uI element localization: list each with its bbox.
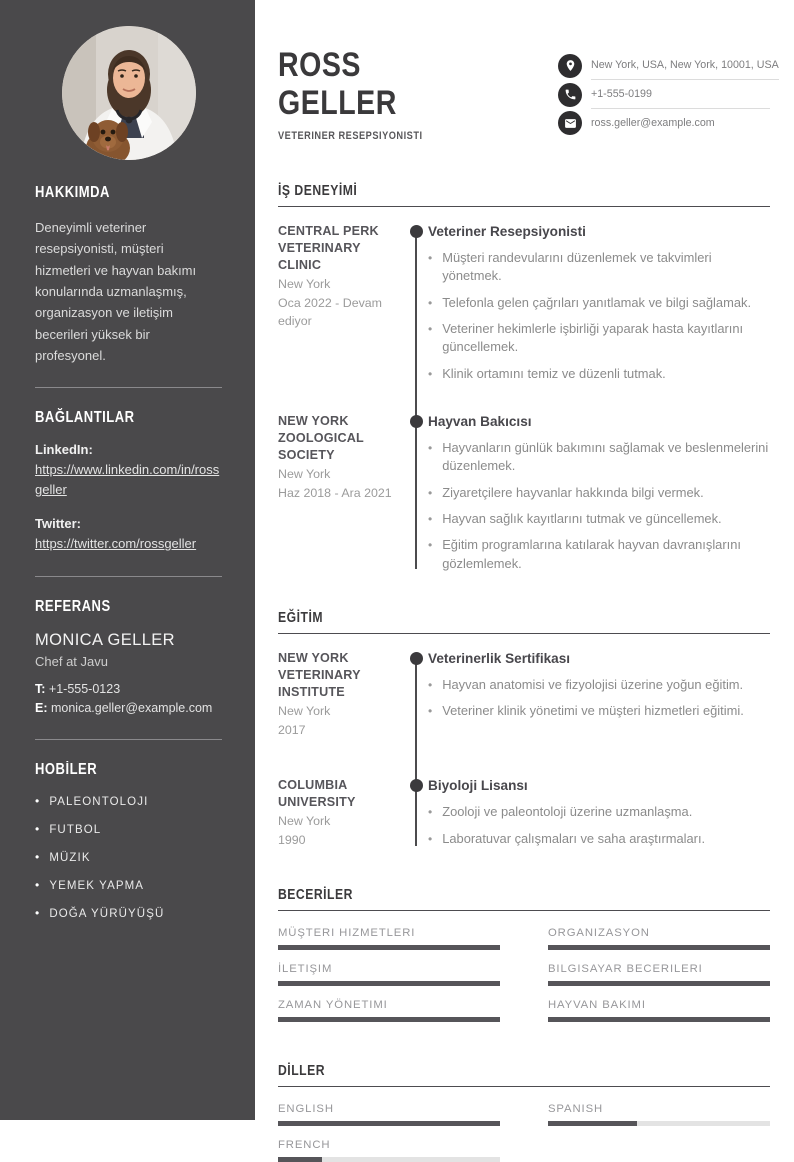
bullet-dot-icon: •: [428, 704, 433, 719]
bullet-dot-icon: •: [428, 677, 433, 692]
twitter-label: Twitter:: [35, 516, 81, 532]
contact-address: New York, USA, New York, 10001, USA: [591, 51, 779, 80]
skill-bar: [548, 981, 770, 986]
hobby-item: [35, 878, 222, 892]
sidebar: [0, 0, 255, 1120]
entry-dates: 1990: [278, 833, 306, 848]
bullet-item: [428, 830, 770, 848]
role-title: Hayvan Bakıcısı: [428, 414, 532, 430]
bullet-text: Klinik ortamını temiz ve düzenli tutmak.: [442, 365, 666, 381]
bullet-dot-icon: •: [428, 441, 433, 456]
sidebar-reference-section: [35, 598, 222, 719]
skill-item: [548, 963, 770, 986]
name: [278, 46, 450, 122]
location-pin-icon: [558, 54, 582, 78]
contact-row-phone: [558, 80, 770, 109]
hobby-label: FUTBOL: [49, 824, 102, 837]
profile-photo-illustration: [62, 26, 196, 160]
reference-heading: REFERANS: [35, 597, 111, 615]
linkedin-link-block: [35, 442, 222, 500]
experience-entry: [278, 413, 770, 573]
language-bar: [548, 1121, 770, 1126]
bullet-dot-icon: •: [428, 251, 433, 266]
company-name: NEW YORK ZOOLOGICAL SOCIETY: [278, 414, 364, 462]
degree-title: Biyoloji Lisansı: [428, 778, 528, 794]
skill-item: [548, 999, 770, 1022]
skill-label: BILGISAYAR BECERILERI: [548, 962, 703, 975]
entry-meta: [278, 223, 428, 383]
hobby-label: YEMEK YAPMA: [49, 880, 145, 893]
bullet-dot-icon: •: [428, 805, 433, 820]
timeline-dot-icon: [410, 779, 423, 792]
sidebar-divider: [35, 387, 222, 388]
timeline-dot-icon: [410, 225, 423, 238]
bullet-item: [428, 365, 770, 383]
linkedin-url-link[interactable]: https://www.linkedin.com/in/rossgeller: [35, 462, 220, 498]
role-title: Veteriner Resepsiyonisti: [428, 224, 586, 240]
main-content: [255, 0, 794, 1151]
language-label: SPANISH: [548, 1102, 604, 1115]
name-block: [278, 46, 450, 142]
email-icon: [558, 111, 582, 135]
skill-bar: [278, 1017, 500, 1022]
bullet-dot-icon: •: [428, 366, 433, 381]
bullet-dot-icon: •: [35, 822, 41, 837]
bullet-text: Zooloji ve paleontoloji üzerine uzmanlaşma.: [442, 804, 693, 820]
skill-label: ORGANIZASYON: [548, 926, 650, 939]
hobbies-heading: HOBİLER: [35, 761, 98, 779]
skill-item: [278, 999, 500, 1022]
hobby-label: DOĞA YÜRÜYÜŞÜ: [49, 908, 165, 921]
language-item: [278, 1139, 500, 1162]
twitter-url-link[interactable]: https://twitter.com/rossgeller: [35, 536, 197, 552]
skill-label: İLETIŞIM: [278, 962, 333, 975]
hobby-item: [35, 850, 222, 864]
skill-bar-fill: [548, 1017, 770, 1022]
skills-heading: BECERİLER: [278, 886, 770, 911]
phone-label: T:: [35, 681, 46, 696]
languages-heading: DİLLER: [278, 1062, 770, 1087]
reference-email: [35, 699, 222, 718]
skill-item: [278, 963, 500, 986]
bullet-item: [428, 510, 770, 528]
experience-entries: [278, 223, 770, 573]
experience-entry: [278, 223, 770, 383]
entry-detail: [428, 650, 770, 739]
skill-bar: [278, 945, 500, 950]
hobby-label: PALEONTOLOJI: [49, 796, 149, 809]
skill-label: MÜŞTERI HIZMETLERI: [278, 926, 416, 939]
language-item: [278, 1103, 500, 1126]
last-name: GELLER: [278, 84, 397, 123]
languages-section: [278, 1062, 770, 1162]
bullet-text: Ziyaretçilere hayvanlar hakkında bilgi vermek.: [442, 484, 704, 500]
entry-detail: [428, 413, 770, 573]
phone-value: +1-555-0123: [48, 681, 121, 696]
company-location: New York: [278, 466, 331, 481]
contact-row-email: [558, 109, 770, 137]
bullet-item: [428, 676, 770, 694]
bullet-text: Eğitim programlarına katılarak hayvan davranışlarını gözlemlemek.: [442, 537, 741, 571]
bullet-item: [428, 439, 770, 476]
skills-section: [278, 886, 770, 1022]
email-value: monica.geller@example.com: [50, 700, 213, 715]
linkedin-label: LinkedIn:: [35, 442, 93, 458]
skill-bar-fill: [278, 1017, 500, 1022]
bullet-text: Hayvan sağlık kayıtlarını tutmak ve güncellemek.: [442, 510, 722, 526]
bullet-dot-icon: •: [428, 538, 433, 553]
company-name: CENTRAL PERK VETERINARY CLINIC: [278, 224, 379, 272]
skills-grid: [278, 927, 770, 1022]
school-location: New York: [278, 703, 331, 718]
sidebar-divider: [35, 576, 222, 577]
links-heading: BAĞLANTILAR: [35, 409, 135, 427]
skill-label: ZAMAN YÖNETIMI: [278, 998, 388, 1011]
entry-meta: [278, 777, 428, 849]
language-item: [548, 1103, 770, 1126]
email-label: E:: [35, 700, 48, 715]
language-bar-fill: [548, 1121, 637, 1126]
entry-dates: Haz 2018 - Ara 2021: [278, 486, 392, 501]
entry-meta: [278, 650, 428, 739]
reference-name: MONICA GELLER: [35, 630, 175, 649]
bullet-item: [428, 294, 770, 312]
language-label: ENGLISH: [278, 1102, 334, 1115]
education-entry: [278, 777, 770, 849]
education-entries: [278, 650, 770, 850]
bullet-item: [428, 803, 770, 821]
languages-grid: [278, 1103, 770, 1162]
language-label: FRENCH: [278, 1138, 331, 1151]
skill-label: HAYVAN BAKIMI: [548, 998, 646, 1011]
contact-row-location: [558, 51, 779, 80]
skill-bar-fill: [548, 981, 770, 986]
sidebar-divider: [35, 739, 222, 740]
timeline-dot-icon: [410, 652, 423, 665]
bullet-text: Laboratuvar çalışmaları ve saha araştırmaları.: [442, 830, 706, 846]
phone-icon: [558, 83, 582, 107]
bullet-text: Veteriner hekimlerle işbirliği yaparak hasta kayıtlarını güncellemek.: [442, 321, 744, 355]
education-heading: EĞİTİM: [278, 609, 770, 634]
education-entry: [278, 650, 770, 739]
school-name: NEW YORK VETERINARY INSTITUTE: [278, 650, 361, 699]
first-name: ROSS: [278, 46, 361, 84]
hobby-item: [35, 822, 222, 836]
bullet-item: [428, 702, 770, 720]
bullet-dot-icon: •: [35, 878, 41, 893]
job-title: VETERINER RESEPSIYONISTI: [278, 130, 423, 143]
bullet-dot-icon: •: [428, 485, 433, 500]
bullet-dot-icon: •: [428, 511, 433, 526]
bullet-text: Müşteri randevularını düzenlemek ve takvimleri yönetmek.: [442, 250, 712, 284]
hobby-item: [35, 794, 222, 808]
skill-bar: [278, 981, 500, 986]
school-name: COLUMBIA UNIVERSITY: [278, 778, 356, 810]
degree-title: Veterinerlik Sertifikası: [428, 650, 571, 666]
entry-dates: 2017: [278, 722, 306, 737]
bullet-item: [428, 249, 770, 286]
skill-bar: [548, 945, 770, 950]
hobby-item: [35, 906, 222, 920]
education-section: [278, 609, 770, 850]
school-location: New York: [278, 814, 331, 828]
skill-item: [278, 927, 500, 950]
sidebar-hobbies-section: [35, 761, 222, 920]
sidebar-links-section: [35, 409, 222, 554]
sidebar-about-section: [35, 184, 222, 366]
entry-detail: [428, 777, 770, 849]
about-heading: HAKKIMDA: [35, 184, 110, 201]
entry-meta: [278, 413, 428, 573]
bullet-dot-icon: •: [428, 831, 433, 846]
language-bar: [278, 1121, 500, 1126]
language-bar-fill: [278, 1157, 322, 1162]
skill-item: [548, 927, 770, 950]
contact-block: [558, 46, 779, 142]
bullet-text: Veteriner klinik yönetimi ve müşteri hizmetleri eğitimi.: [442, 703, 744, 719]
contact-phone: +1-555-0199: [591, 80, 770, 109]
skill-bar: [548, 1017, 770, 1022]
skill-bar-fill: [278, 981, 500, 986]
company-location: New York: [278, 276, 331, 291]
about-text: Deneyimli veteriner resepsiyonisti, müşteri hizmetleri ve hayvan bakımı konularında uzmanlaşmış, organizasyon ve iletişim becerileri yüksek bir profesyonel.: [35, 220, 197, 363]
bullet-dot-icon: •: [35, 906, 41, 921]
bullet-text: Hayvan anatomisi ve fizyolojisi üzerine yoğun eğitim.: [442, 676, 744, 692]
entry-detail: [428, 223, 770, 383]
language-bar-fill: [278, 1121, 500, 1126]
twitter-link-block: [35, 516, 222, 554]
language-bar: [278, 1157, 500, 1162]
hobby-label: MÜZIK: [49, 852, 91, 865]
bullet-item: [428, 536, 770, 573]
experience-section: [278, 182, 770, 573]
bullet-item: [428, 484, 770, 502]
reference-phone: [35, 680, 222, 699]
entry-dates: Oca 2022 - Devam ediyor: [278, 296, 382, 328]
bullet-text: Hayvanların günlük bakımını sağlamak ve beslenmelerini düzenlemek.: [442, 440, 769, 474]
profile-photo: [62, 26, 196, 160]
bullet-text: Telefonla gelen çağrıları yanıtlamak ve bilgi sağlamak.: [442, 294, 752, 310]
bullet-dot-icon: •: [428, 322, 433, 337]
bullet-dot-icon: •: [35, 794, 41, 809]
bullet-item: [428, 320, 770, 357]
header: [278, 46, 779, 143]
skill-bar-fill: [278, 945, 500, 950]
timeline-dot-icon: [410, 415, 423, 428]
skill-bar-fill: [548, 945, 770, 950]
bullet-dot-icon: •: [428, 295, 433, 310]
bullet-dot-icon: •: [35, 850, 41, 865]
reference-role: Chef at Javu: [35, 653, 108, 669]
contact-email: ross.geller@example.com: [591, 117, 715, 129]
experience-heading: İŞ DENEYİMİ: [278, 182, 770, 207]
